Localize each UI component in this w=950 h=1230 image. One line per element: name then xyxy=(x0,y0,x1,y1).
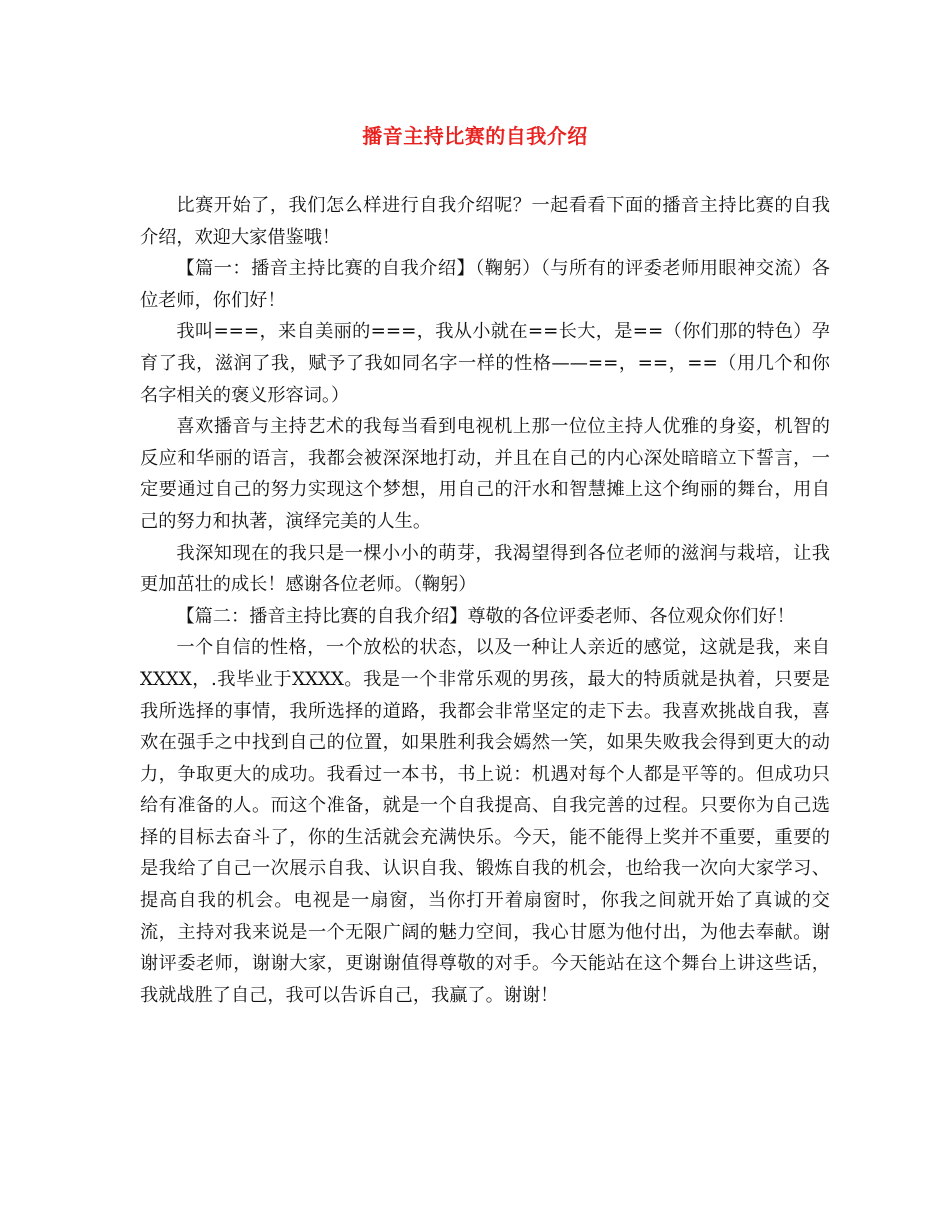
document-title: 播音主持比赛的自我介绍 xyxy=(362,124,588,148)
paragraph-part-one-heading: 【篇一：播音主持比赛的自我介绍】（鞠躬）（与所有的评委老师用眼神交流）各位老师，你们好！ xyxy=(140,258,830,311)
paragraph-name-intro: 我叫===，来自美丽的===，我从小就在==长大，是==（你们那的特色）孕育了我，滋润了我，赋予了我如同名字一样的性格——==，==，==（用几个和你名字相关的褒义形容词。） xyxy=(140,321,830,406)
paragraph-thanks: 我深知现在的我只是一棵小小的萌芽，我渴望得到各位老师的滋润与栽培，让我更加茁壮的成长！感谢各位老师。（鞠躬） xyxy=(140,542,830,596)
paragraph-intro: 比赛开始了，我们怎么样进行自我介绍呢？一起看看下面的播音主持比赛的自我介绍，欢迎大家借鉴哦！ xyxy=(140,195,830,248)
paragraph-part-two-heading: 【篇二：播音主持比赛的自我介绍】尊敬的各位评委老师、各位观众你们好！ xyxy=(176,605,795,627)
paragraph-part-two-body: 一个自信的性格，一个放松的状态，以及一种让人亲近的感觉，这就是我，来自XXXX，.我毕业于XXXX。我是一个非常乐观的男孩，最大的特质就是执着，只要是我所选择的事情，我所选择的道路，我都会非常坚定的走下去。我喜欢挑战自我，喜欢在强手之中找到自己的位置，如果胜利我会嫣然一笑，如果失败我会得到更大的动力，争取更大的成功。我看过一本书，书上说：机遇对每个人都是平等的。但成功只给有准备的人。而这个准备，就是一个自我提高、自我完善的过程。只要你为自己选择的目标去奋斗了，你的生活就会充满快乐。今天，能不能得上奖并不重要，重要的是我给了自己一次展示自我、认识自我、锻炼自我的机会，也给我一次向大家学习、提高自我的机会。电视是一扇窗，当你打开着扇窗时，你我之间就开始了真诚的交流，主持对我来说是一个无限广阔的魅力空间，我心甘愿为他付出，为他去奉献。谢谢评委老师，谢谢大家，更谢谢值得尊敬的对手。今天能站在这个舞台上讲这些话，我就战胜了自己，我可以告诉自己，我赢了。谢谢！ xyxy=(140,637,830,1006)
document-body xyxy=(140,190,830,1011)
paragraph-dream: 喜欢播音与主持艺术的我每当看到电视机上那一位位主持人优雅的身姿，机智的反应和华丽的语言，我都会被深深地打动，并且在自己的内心深处暗暗立下誓言，一定要通过自己的努力实现这个梦想，用自己的汗水和智慧摊上这个绚丽的舞台，用自己的努力和执著，演绎完美的人生。 xyxy=(140,416,830,532)
